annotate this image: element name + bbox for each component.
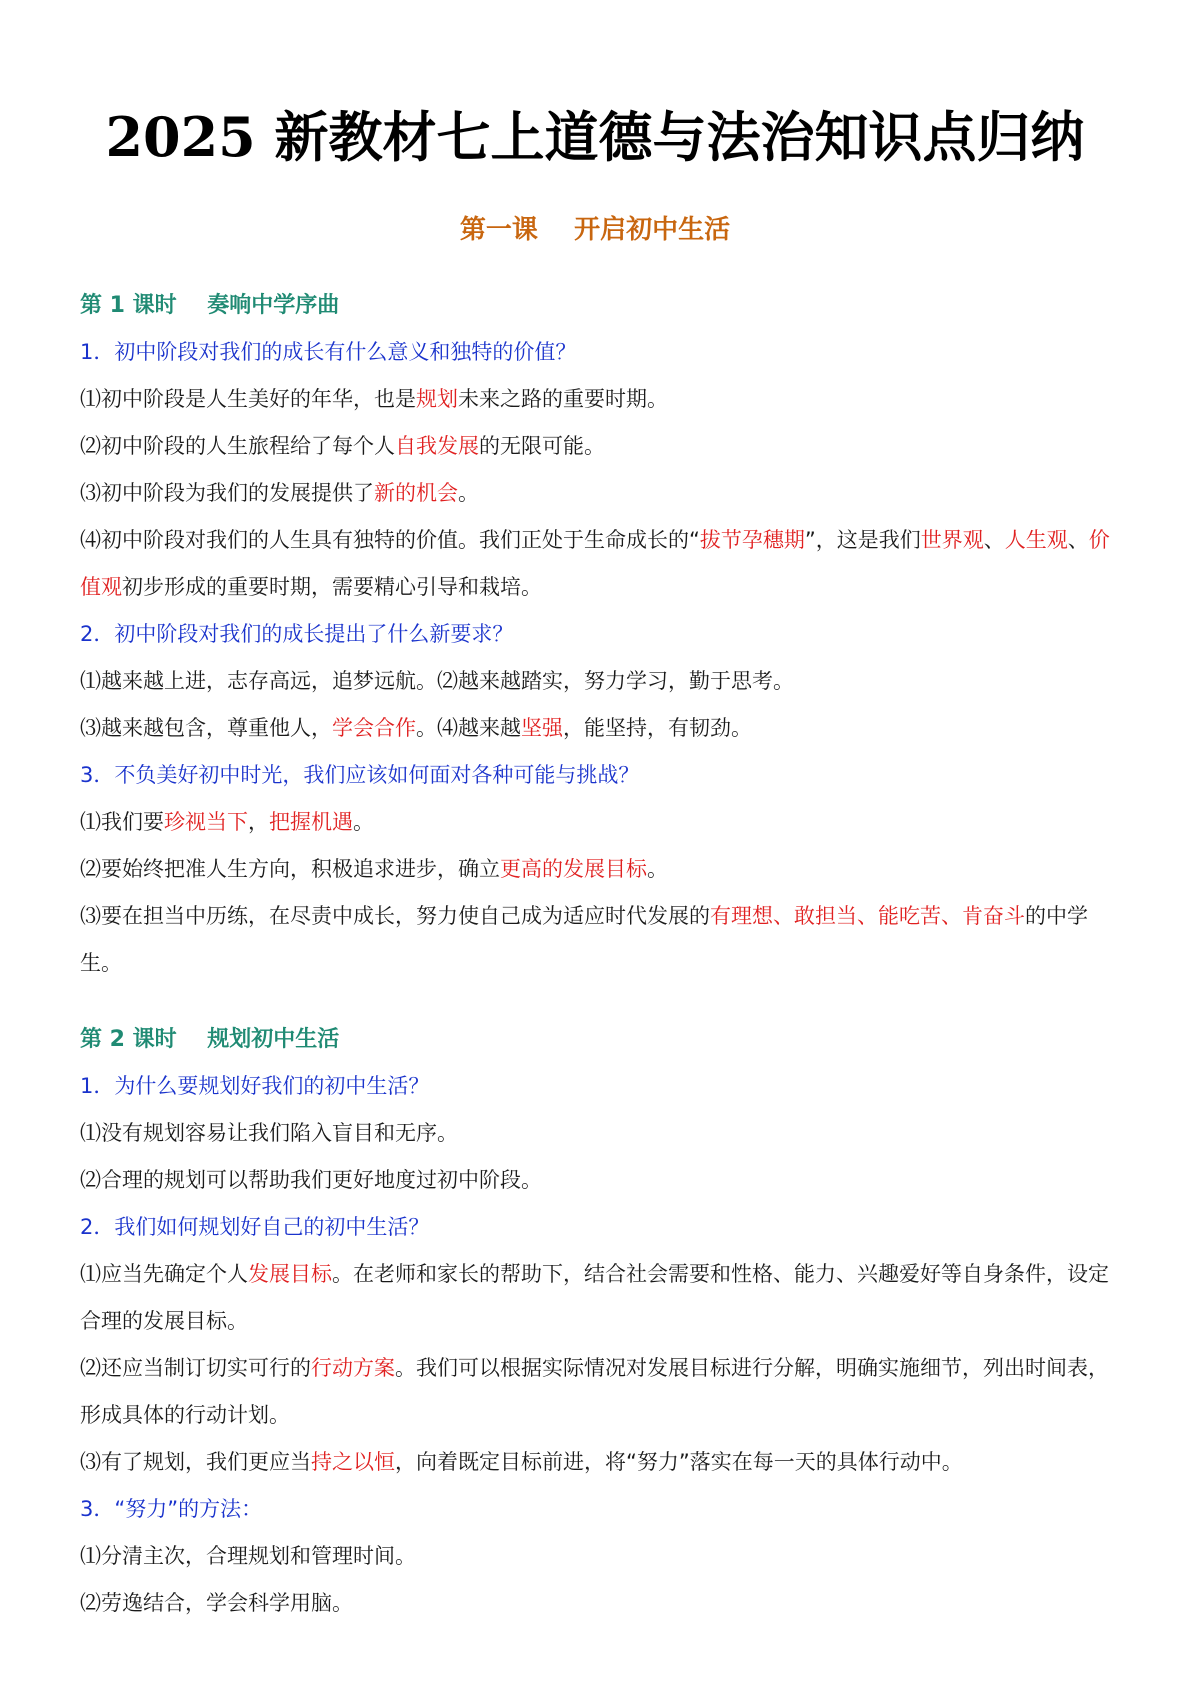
answer-paragraph — [80, 658, 1120, 705]
key-term: 把握机遇 — [269, 810, 353, 834]
question-block — [80, 1063, 1120, 1204]
key-term: 有理想、敢担当、能吃苦、肯奋斗 — [710, 904, 1025, 928]
answer-paragraph — [80, 1251, 1120, 1345]
text-segment: ⑶初中阶段为我们的发展提供了 — [80, 481, 374, 505]
key-term: 发展目标 — [248, 1262, 332, 1286]
answer-paragraph — [80, 1439, 1120, 1486]
text-segment: ⑶有了规划，我们更应当 — [80, 1450, 311, 1474]
text-segment: ⑴初中阶段是人生美好的年华，也是 — [80, 387, 416, 411]
answer-paragraph — [80, 1533, 1120, 1580]
text-segment: 、 — [1067, 528, 1089, 552]
document-title: 2025 新教材七上道德与法治知识点归纳 — [105, 105, 1085, 169]
text-segment: ⑵合理的规划可以帮助我们更好地度过初中阶段。 — [80, 1168, 542, 1192]
key-term: 人生观 — [1004, 528, 1068, 552]
key-term: 新的机会 — [374, 481, 458, 505]
lesson-period-section — [80, 1016, 1120, 1627]
answer-paragraph — [80, 893, 1120, 987]
text-segment: 。 — [647, 857, 668, 881]
question-heading: 1．初中阶段对我们的成长有什么意义和独特的价值？ — [80, 340, 577, 364]
answer-paragraph — [80, 1110, 1120, 1157]
key-term: 价值观 — [80, 528, 1110, 599]
answer-paragraph — [80, 1157, 1120, 1204]
answer-paragraph — [80, 470, 1120, 517]
period-heading: 第 1 课时 奏响中学序曲 — [80, 293, 340, 318]
document-body — [80, 282, 1120, 1627]
key-term: 拔节孕穗期 — [699, 528, 805, 552]
section-spacer — [80, 987, 1120, 1016]
text-segment: 、 — [983, 528, 1005, 552]
answer-paragraph — [80, 1580, 1120, 1627]
text-segment: ⑵要始终把准人生方向，积极追求进步，确立 — [80, 857, 500, 881]
key-term: 世界观 — [920, 528, 984, 552]
question-block — [80, 752, 1120, 987]
text-segment: ⑴越来越上进，志存高远，追梦远航。⑵越来越踏实，努力学习，勤于思考。 — [80, 669, 794, 693]
text-segment: ，能坚持，有韧劲。 — [563, 716, 752, 740]
question-block — [80, 1486, 1120, 1627]
text-segment: ， — [248, 810, 269, 834]
text-segment: 未来之路的重要时期。 — [458, 387, 668, 411]
key-term: 更高的发展目标 — [500, 857, 647, 881]
text-segment: ⑴没有规划容易让我们陷入盲目和无序。 — [80, 1121, 458, 1145]
text-segment: ⑵初中阶段的人生旅程给了每个人 — [80, 434, 395, 458]
question-block — [80, 1204, 1120, 1486]
text-segment: 。⑷越来越 — [416, 716, 521, 740]
text-segment: ⑴应当先确定个人 — [80, 1262, 248, 1286]
lesson-title: 第一课 开启初中生活 — [459, 215, 731, 245]
question-heading: 2．初中阶段对我们的成长提出了什么新要求？ — [80, 622, 514, 646]
question-heading: 3．“努力”的方法： — [80, 1497, 263, 1521]
key-term: 珍视当下 — [164, 810, 248, 834]
text-segment: ⑵还应当制订切实可行的 — [80, 1356, 311, 1380]
text-segment: 。 — [353, 810, 374, 834]
text-segment: 。我们可以根据实际情况对发展目标进行分解，明确实施细节，列出时间表，形成具体的行动计划。 — [80, 1356, 1109, 1427]
answer-paragraph — [80, 705, 1120, 752]
question-heading: 3．不负美好初中时光，我们应该如何面对各种可能与挑战？ — [80, 763, 640, 787]
question-block — [80, 611, 1120, 752]
key-term: 坚强 — [521, 716, 563, 740]
key-term: 学会合作 — [332, 716, 416, 740]
text-segment: 的无限可能。 — [479, 434, 605, 458]
question-block — [80, 329, 1120, 611]
answer-paragraph — [80, 423, 1120, 470]
text-segment: ，向着既定目标前进，将“努力”落实在每一天的具体行动中。 — [395, 1450, 963, 1474]
text-segment: ⑵劳逸结合，学会科学用脑。 — [80, 1591, 353, 1615]
question-heading: 1．为什么要规划好我们的初中生活？ — [80, 1074, 430, 1098]
text-segment: ⑶越来越包含，尊重他人， — [80, 716, 332, 740]
answer-paragraph — [80, 1345, 1120, 1439]
key-term: 自我发展 — [395, 434, 479, 458]
answer-paragraph — [80, 517, 1120, 611]
answer-paragraph — [80, 846, 1120, 893]
text-segment: ⑴分清主次，合理规划和管理时间。 — [80, 1544, 416, 1568]
text-segment: 的中学生。 — [80, 904, 1088, 975]
question-heading: 2．我们如何规划好自己的初中生活？ — [80, 1215, 430, 1239]
text-segment: ”，这是我们 — [804, 528, 921, 552]
text-segment: ⑷初中阶段对我们的人生具有独特的价值。我们正处于生命成长的“ — [80, 528, 700, 552]
text-segment: 。在老师和家长的帮助下，结合社会需要和性格、能力、兴趣爱好等自身条件，设定合理的发展目标。 — [80, 1262, 1109, 1333]
text-segment: 初步形成的重要时期，需要精心引导和栽培。 — [122, 575, 542, 599]
text-segment: ⑴我们要 — [80, 810, 164, 834]
key-term: 持之以恒 — [311, 1450, 395, 1474]
period-heading: 第 2 课时 规划初中生活 — [80, 1027, 340, 1052]
text-segment: ⑶要在担当中历练，在尽责中成长，努力使自己成为适应时代发展的 — [80, 904, 710, 928]
text-segment: 。 — [458, 481, 479, 505]
key-term: 行动方案 — [311, 1356, 395, 1380]
answer-paragraph — [80, 799, 1120, 846]
answer-paragraph — [80, 376, 1120, 423]
lesson-period-section — [80, 282, 1120, 987]
key-term: 规划 — [416, 387, 458, 411]
